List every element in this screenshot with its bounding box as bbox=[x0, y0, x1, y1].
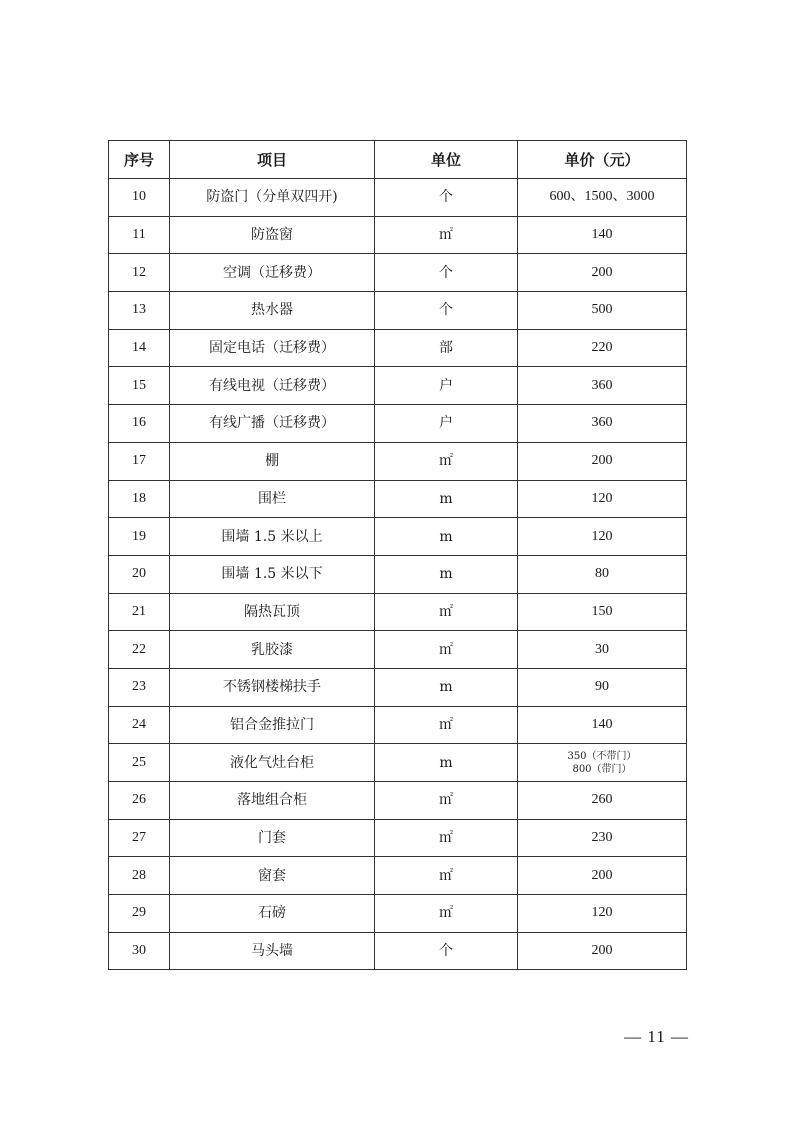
cell-unit: ㎡ bbox=[375, 216, 518, 254]
table-row bbox=[109, 895, 687, 933]
table-row bbox=[109, 706, 687, 744]
cell-item: 防盗门（分单双四开) bbox=[170, 179, 375, 217]
table-row bbox=[109, 744, 687, 782]
cell-item: 落地组合柜 bbox=[170, 782, 375, 820]
cell-price: 120 bbox=[518, 480, 687, 518]
table-row bbox=[109, 179, 687, 217]
price-table bbox=[108, 140, 687, 970]
cell-unit: ㎡ bbox=[375, 819, 518, 857]
cell-item: 液化气灶台柜 bbox=[170, 744, 375, 782]
cell-unit: m bbox=[375, 744, 518, 782]
cell-seq: 21 bbox=[109, 593, 170, 631]
cell-seq: 26 bbox=[109, 782, 170, 820]
table-row bbox=[109, 668, 687, 706]
table-row bbox=[109, 292, 687, 330]
cell-price: 260 bbox=[518, 782, 687, 820]
cell-item: 乳胶漆 bbox=[170, 631, 375, 669]
cell-item: 棚 bbox=[170, 442, 375, 480]
table-row bbox=[109, 329, 687, 367]
cell-seq: 10 bbox=[109, 179, 170, 217]
cell-item: 围墙 1.5 米以上 bbox=[170, 518, 375, 556]
table-row bbox=[109, 367, 687, 405]
cell-price: 200 bbox=[518, 442, 687, 480]
cell-seq: 23 bbox=[109, 668, 170, 706]
header-item: 项目 bbox=[170, 141, 375, 179]
cell-price: 90 bbox=[518, 668, 687, 706]
cell-price: 120 bbox=[518, 518, 687, 556]
cell-item: 窗套 bbox=[170, 857, 375, 895]
cell-price: 360 bbox=[518, 367, 687, 405]
price-line-with-door: 800（带门） bbox=[572, 763, 632, 775]
cell-seq: 28 bbox=[109, 857, 170, 895]
cell-item: 不锈钢楼梯扶手 bbox=[170, 668, 375, 706]
table-row bbox=[109, 518, 687, 556]
cell-item: 铝合金推拉门 bbox=[170, 706, 375, 744]
cell-item: 马头墙 bbox=[170, 932, 375, 970]
cell-price: 500 bbox=[518, 292, 687, 330]
cell-price: 30 bbox=[518, 631, 687, 669]
cell-unit: m bbox=[375, 555, 518, 593]
cell-item: 门套 bbox=[170, 819, 375, 857]
table-row bbox=[109, 631, 687, 669]
cell-unit: 个 bbox=[375, 179, 518, 217]
cell-item: 固定电话（迁移费） bbox=[170, 329, 375, 367]
table-row bbox=[109, 819, 687, 857]
cell-seq: 13 bbox=[109, 292, 170, 330]
table-row bbox=[109, 442, 687, 480]
cell-unit: m bbox=[375, 668, 518, 706]
cell-seq: 29 bbox=[109, 895, 170, 933]
cell-unit: 户 bbox=[375, 367, 518, 405]
cell-item: 防盗窗 bbox=[170, 216, 375, 254]
cell-unit: 个 bbox=[375, 292, 518, 330]
table-row bbox=[109, 555, 687, 593]
cell-seq: 16 bbox=[109, 405, 170, 443]
header-seq: 序号 bbox=[109, 141, 170, 179]
cell-unit: 部 bbox=[375, 329, 518, 367]
cell-item: 有线电视（迁移费） bbox=[170, 367, 375, 405]
cell-unit: ㎡ bbox=[375, 593, 518, 631]
cell-seq: 11 bbox=[109, 216, 170, 254]
cell-item: 石磅 bbox=[170, 895, 375, 933]
cell-unit: m bbox=[375, 480, 518, 518]
cell-seq: 14 bbox=[109, 329, 170, 367]
cell-unit: ㎡ bbox=[375, 442, 518, 480]
cell-item: 热水器 bbox=[170, 292, 375, 330]
cell-item: 隔热瓦顶 bbox=[170, 593, 375, 631]
table-row bbox=[109, 480, 687, 518]
cell-seq: 22 bbox=[109, 631, 170, 669]
table-row bbox=[109, 254, 687, 292]
cell-item: 空调（迁移费） bbox=[170, 254, 375, 292]
cell-unit: ㎡ bbox=[375, 706, 518, 744]
cell-price: 140 bbox=[518, 216, 687, 254]
cell-seq: 18 bbox=[109, 480, 170, 518]
header-price: 单价（元） bbox=[518, 141, 687, 179]
cell-price: 140 bbox=[518, 706, 687, 744]
table-row bbox=[109, 932, 687, 970]
cell-unit: ㎡ bbox=[375, 857, 518, 895]
cell-seq: 19 bbox=[109, 518, 170, 556]
page-number: — 11 — bbox=[624, 1027, 689, 1046]
table-header-row bbox=[109, 141, 687, 179]
cell-unit: 户 bbox=[375, 405, 518, 443]
table-row bbox=[109, 782, 687, 820]
table-row bbox=[109, 216, 687, 254]
cell-seq: 20 bbox=[109, 555, 170, 593]
cell-unit: ㎡ bbox=[375, 631, 518, 669]
cell-unit: 个 bbox=[375, 254, 518, 292]
header-unit: 单位 bbox=[375, 141, 518, 179]
cell-price: 230 bbox=[518, 819, 687, 857]
cell-price: 150 bbox=[518, 593, 687, 631]
table-row bbox=[109, 857, 687, 895]
cell-seq: 17 bbox=[109, 442, 170, 480]
cell-seq: 24 bbox=[109, 706, 170, 744]
cell-price: 200 bbox=[518, 857, 687, 895]
cell-seq: 27 bbox=[109, 819, 170, 857]
cell-unit: 个 bbox=[375, 932, 518, 970]
cell-price: 200 bbox=[518, 254, 687, 292]
cell-item: 围栏 bbox=[170, 480, 375, 518]
cell-seq: 15 bbox=[109, 367, 170, 405]
price-line-without-door: 350（不带门） bbox=[567, 750, 637, 762]
cell-seq: 30 bbox=[109, 932, 170, 970]
cell-unit: ㎡ bbox=[375, 782, 518, 820]
cell-price: 220 bbox=[518, 329, 687, 367]
cell-item: 有线广播（迁移费） bbox=[170, 405, 375, 443]
cell-seq: 25 bbox=[109, 744, 170, 782]
cell-seq: 12 bbox=[109, 254, 170, 292]
cell-price-multi bbox=[518, 744, 687, 782]
cell-unit: ㎡ bbox=[375, 895, 518, 933]
table-row bbox=[109, 593, 687, 631]
cell-price: 80 bbox=[518, 555, 687, 593]
cell-price: 120 bbox=[518, 895, 687, 933]
cell-price: 200 bbox=[518, 932, 687, 970]
cell-unit: m bbox=[375, 518, 518, 556]
cell-price: 600、1500、3000 bbox=[518, 179, 687, 217]
cell-price: 360 bbox=[518, 405, 687, 443]
cell-item: 围墙 1.5 米以下 bbox=[170, 555, 375, 593]
table-row bbox=[109, 405, 687, 443]
